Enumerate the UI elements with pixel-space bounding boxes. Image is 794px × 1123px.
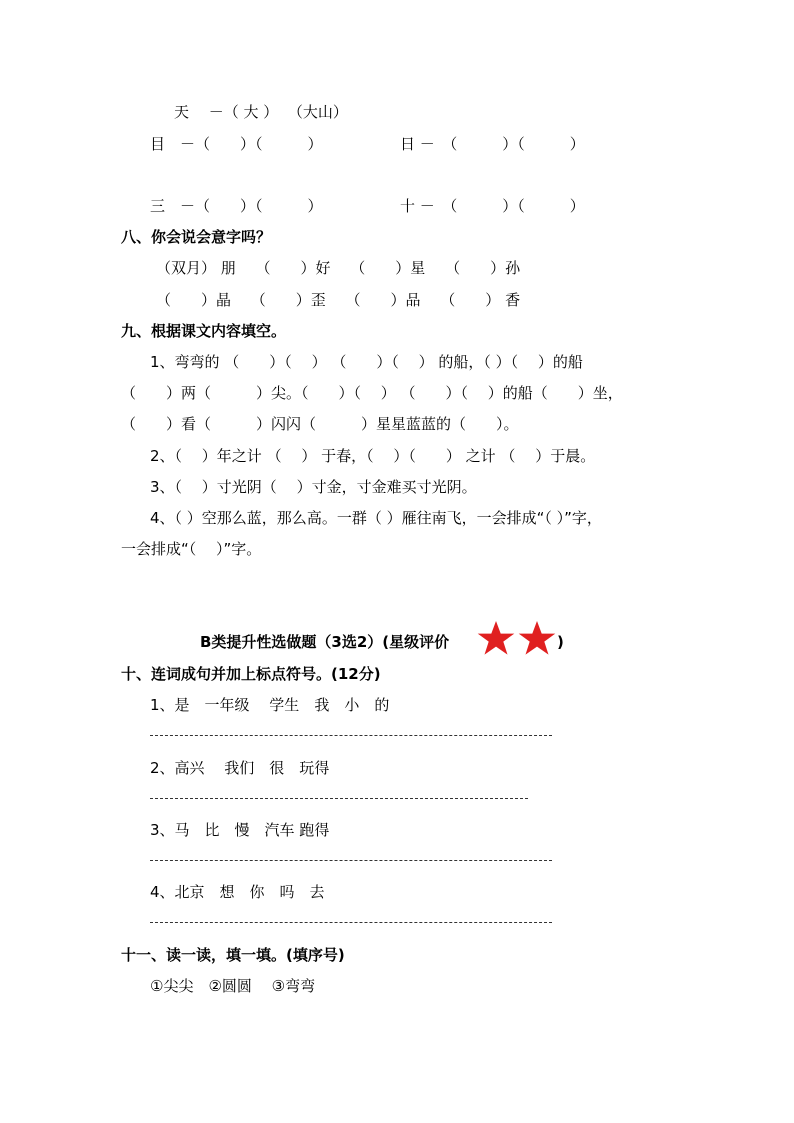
answer-line <box>150 735 552 736</box>
option-list: ①尖尖 ②圆圆 ③弯弯 <box>150 977 316 995</box>
huiyi-row-2: （ ）晶 （ ）歪 （ ）品 （ ） 香 <box>156 291 521 309</box>
star-icon <box>517 620 557 656</box>
q1-line-1: 1、弯弯的 （ ）（ ） （ ）（ ） 的船，（ ）（ ）的船 <box>150 353 583 371</box>
q4-line-2: 一会排成“（ ）”字。 <box>121 540 262 558</box>
section-b-close: ) <box>557 633 564 651</box>
section-10-heading: 十、连词成句并加上标点符号。(12分) <box>121 665 381 683</box>
example-line: 天 －（ 大 ） （大山） <box>174 103 348 121</box>
answer-line <box>150 922 552 923</box>
section-b-title: B类提升性选做题（3选2）(星级评价 <box>200 633 450 651</box>
star-icon <box>476 620 516 656</box>
q1-line-3: （ ）看（ ）闪闪（ ）星星蓝蓝的（ ）。 <box>121 415 519 433</box>
q2-line: 2、（ ）年之计 （ ） 于春，（ ）（ ） 之计 （ ）于晨。 <box>150 447 596 465</box>
section-9-heading: 九、根据课文内容填空。 <box>121 322 287 340</box>
word-item-3: 3、马 比 慢 汽车 跑得 <box>150 821 330 839</box>
section-11-heading: 十一、读一读，填一填。(填序号) <box>121 946 345 964</box>
word-item-2: 2、高兴 我们 很 玩得 <box>150 759 330 777</box>
word-item-1: 1、是 一年级 学生 我 小 的 <box>150 696 390 714</box>
answer-line <box>150 798 528 799</box>
q3-line: 3、（ ）寸光阴（ ）寸金，寸金难买寸光阴。 <box>150 478 477 496</box>
huiyi-row-1: （双月） 朋 （ ）好 （ ）星 （ ）孙 <box>156 259 521 277</box>
q1-line-2: （ ）两（ ）尖。（ ）（ ） （ ）（ ）的船（ ）坐， <box>121 384 623 402</box>
fill-row-san: 三 －（ ）（ ） <box>150 197 323 215</box>
word-item-4: 4、北京 想 你 吗 去 <box>150 883 325 901</box>
q4-line-1: 4、（ ）空那么蓝，那么高。一群（ ）雁往南飞，一会排成“（ ）”字， <box>150 509 602 527</box>
fill-row-mu: 目 －（ ）（ ） <box>150 135 323 153</box>
fill-row-shi: 十 － （ ）（ ） <box>400 197 585 215</box>
answer-line <box>150 860 552 861</box>
fill-row-ri: 日 － （ ）（ ） <box>400 135 585 153</box>
section-8-heading: 八、你会说会意字吗？ <box>121 228 272 246</box>
